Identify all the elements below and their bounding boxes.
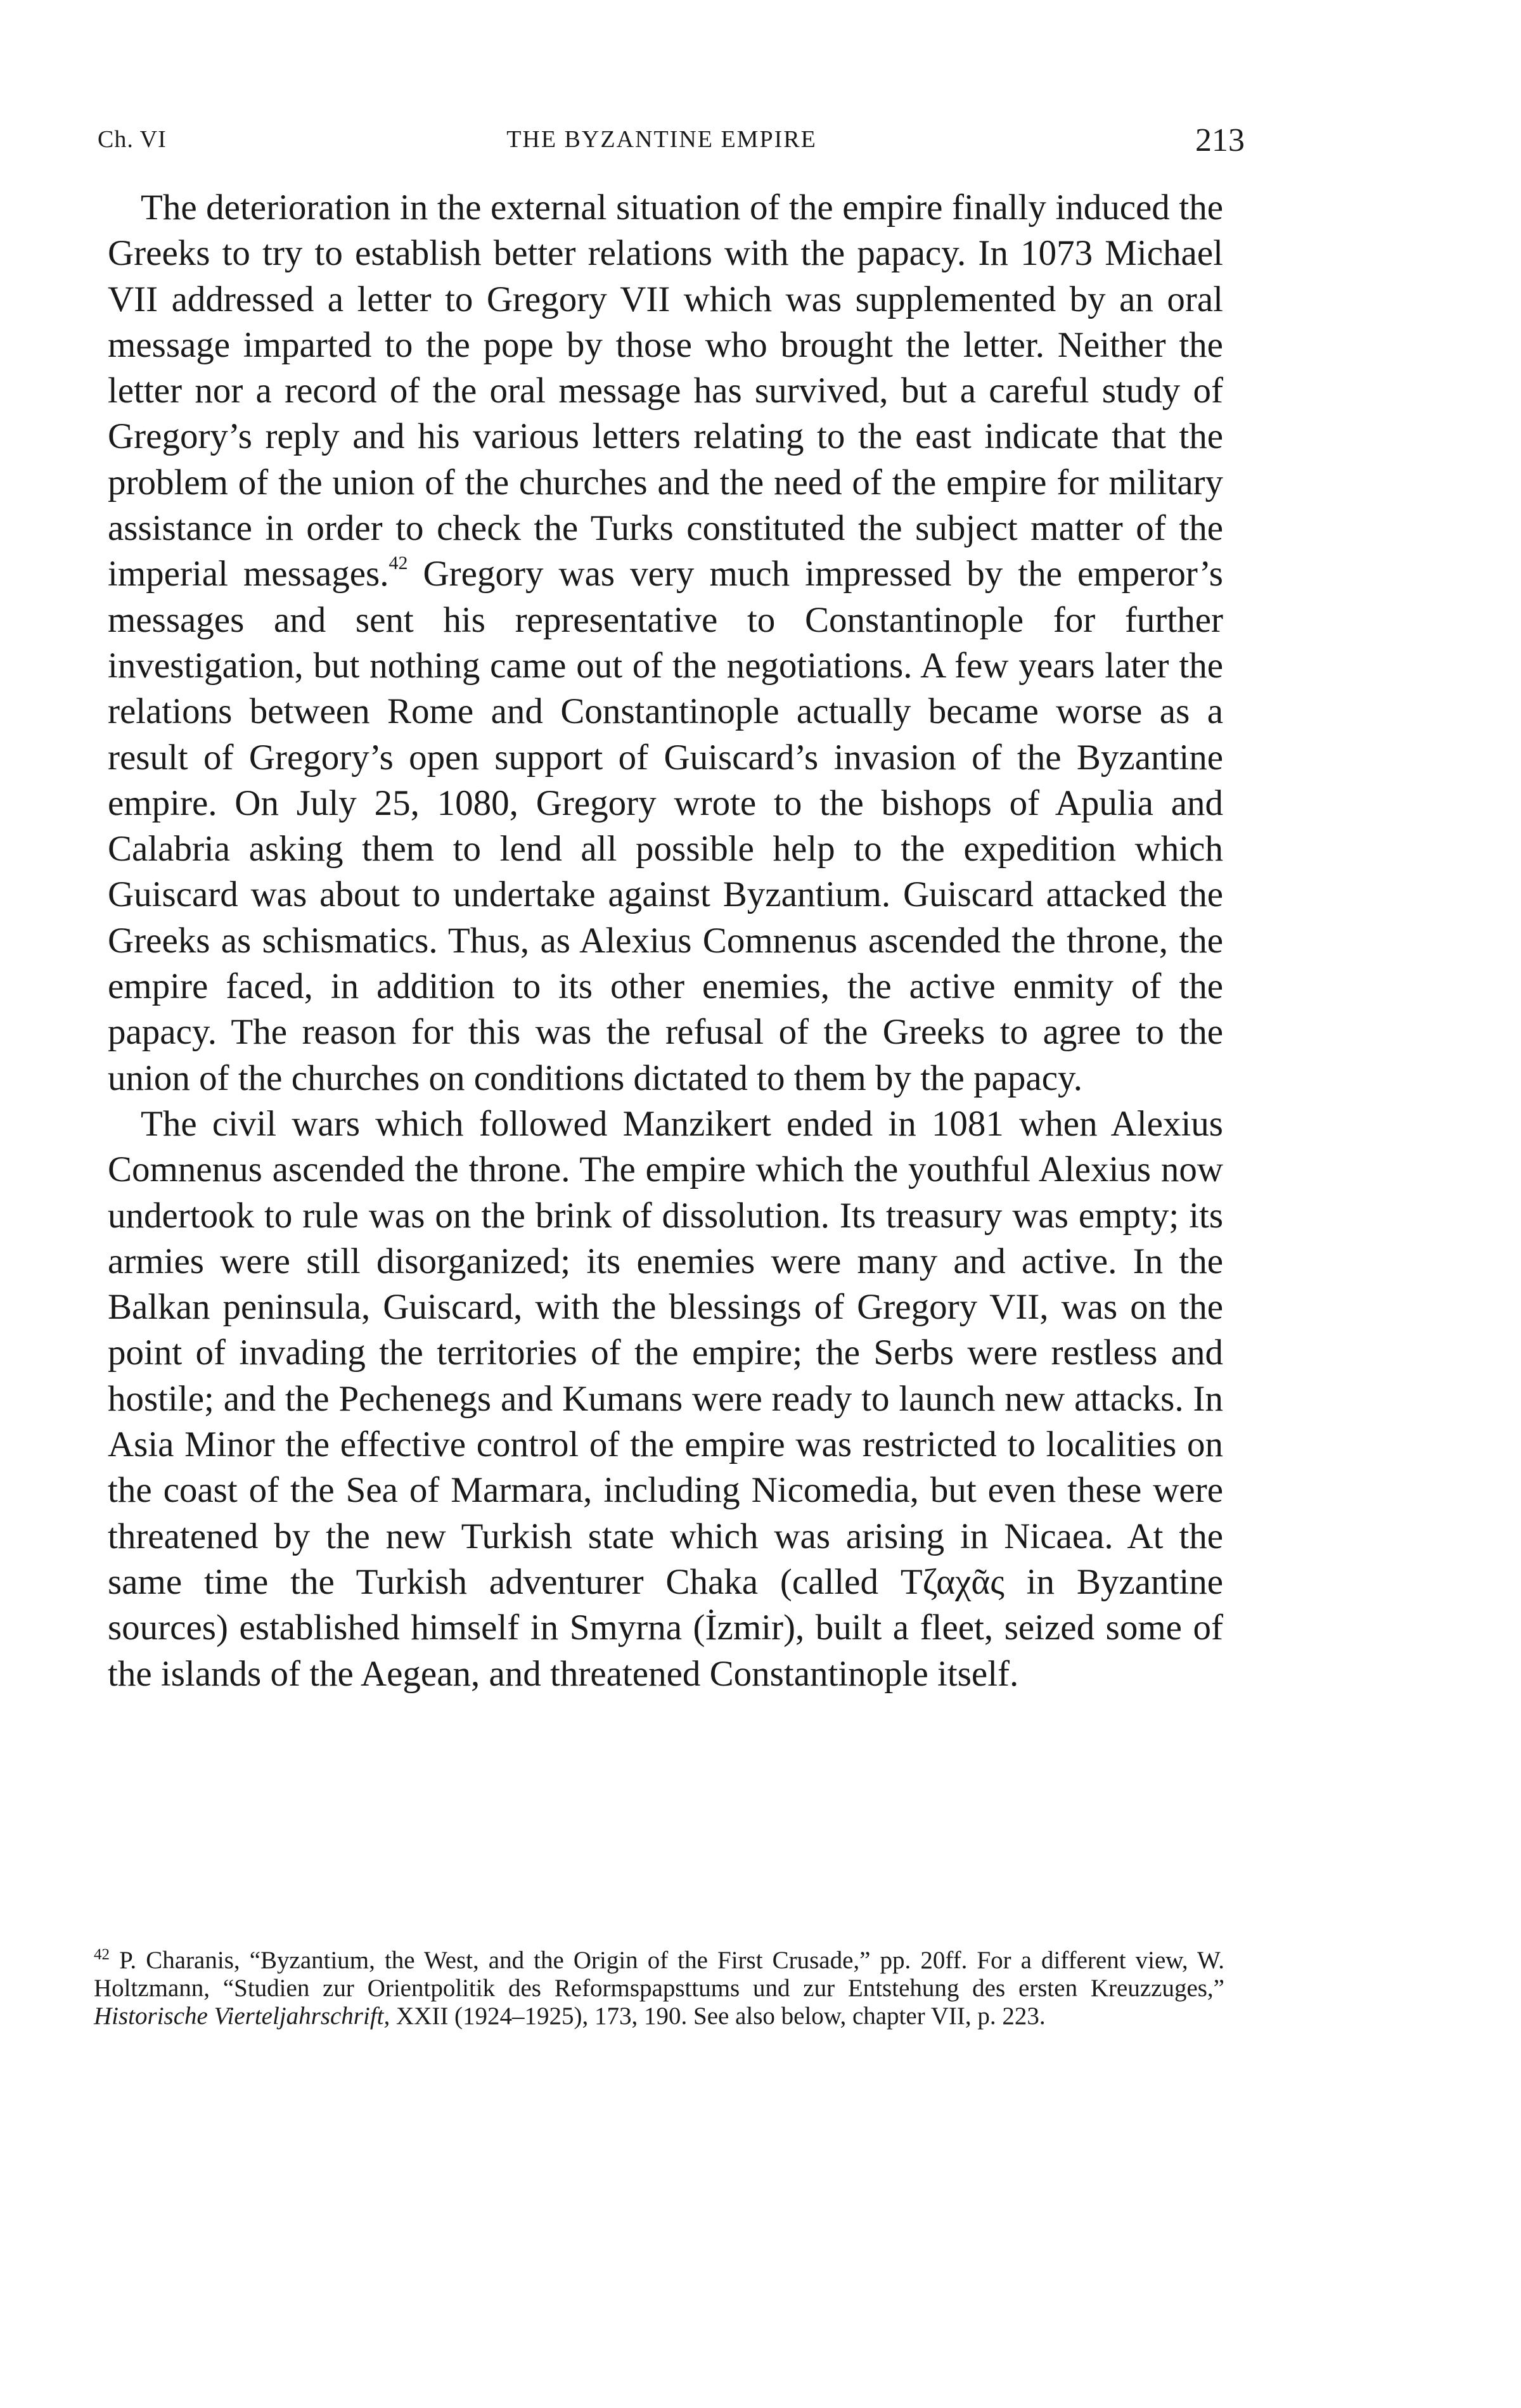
footnote-42 [94, 1947, 1224, 2030]
running-title: THE BYZANTINE EMPIRE [506, 126, 817, 153]
paragraph-1-text-a: The deterioration in the external situation of the empire finally induced the Greeks to try to establish better relations with the papacy. In 1073 Michael VII addressed a letter to Gregory VII which was supplemented by an oral message imparted to the pope by those who brought the letter. Neither the letter nor a record of the oral message has survived, but a careful study of Gregory’s reply and his various letters relating to the east indicate that the problem of the union of the churches and the need of the empire for military assistance in order to check the Turks constituted the subject matter of the imperial messages. [108, 188, 1223, 594]
footnote-text-a: P. Charanis, “Byzantium, the West, and the Origin of the First Crusade,” pp. 20ff. For a different view, W. Holtzmann, “Studien zur Orientpolitik des Reformspapsttums und zur Entstehung des ersten Kreuzzuges,” [94, 1947, 1224, 2002]
footnote-number: 42 [94, 1946, 110, 1963]
footnote-text-b: XXII (1924–1925), 173, 190. See also below, chapter VII, p. 223. [390, 2002, 1046, 2030]
paragraph-1-text-b: Gregory was very much impressed by the emperor’s messages and sent his representative to Constantinople for further investigation, but nothing came out of the negotiations. A few years later the relations between Rome and Constantinople actually became worse as a result of Gregory’s open support of Guiscard’s invasion of the Byzantine empire. On July 25, 1080, Gregory wrote to the bishops of Apulia and Calabria asking them to lend all possible help to the expedition which Guiscard was about to undertake against Byzantium. Guiscard attacked the Greeks as schismatics. Thus, as Alexius Comnenus ascended the throne, the empire faced, in addition to its other enemies, the active enmity of the papacy. The reason for this was the refusal of the Greeks to agree to the union of the churches on conditions dictated to them by the papacy. [108, 554, 1223, 1098]
page-number: 213 [1195, 122, 1245, 158]
footnote-journal-title: Historische Vierteljahrschrift, [94, 2002, 390, 2030]
paragraph-1 [108, 185, 1223, 1101]
paragraph-2 [108, 1101, 1223, 1697]
running-head [98, 122, 1245, 160]
paragraph-2-text: The civil wars which followed Manzikert ended in 1081 when Alexius Comnenus ascended the throne. The empire which the youthful Alexius now undertook to rule was on the brink of dissolution. Its treasury was empty; its armies were still disorganized; its enemies were many and active. In the Balkan peninsula, Guiscard, with the blessings of Gregory VII, was on the point of invading the territories of the empire; the Serbs were restless and hostile; and the Pechenegs and Kumans were ready to launch new attacks. In Asia Minor the effective control of the empire was restricted to localities on the coast of the Sea of Marmara, including Nicomedia, but even these were threatened by the new Turkish state which was arising in Nicaea. At the same time the Turkish adventurer Chaka (called Τζαχᾶς in Byzantine sources) established himself in Smyrna (İzmir), built a fleet, seized some of the islands of the Aegean, and threatened Constantinople itself. [108, 1103, 1223, 1694]
main-text [108, 185, 1223, 1697]
chapter-label: Ch. VI [98, 126, 167, 153]
footnotes [94, 1947, 1224, 2030]
footnote-reference[interactable]: 42 [388, 553, 408, 574]
